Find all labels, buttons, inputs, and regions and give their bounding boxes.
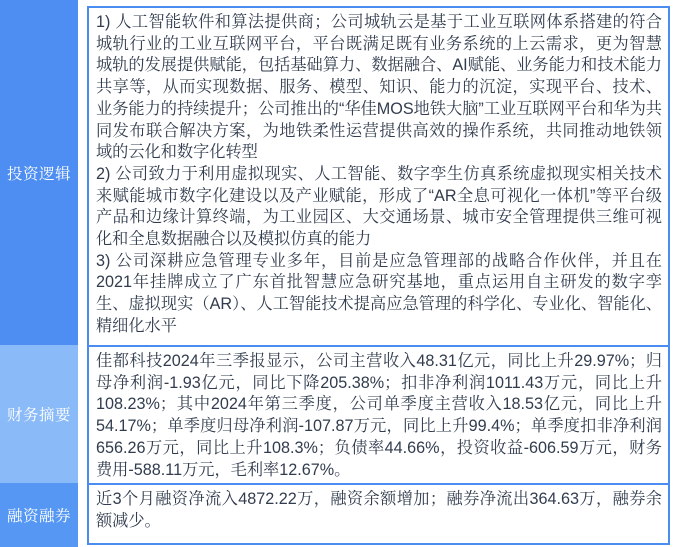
- sidebar-row-financial-summary: [0, 345, 78, 483]
- content-box: [87, 6, 670, 545]
- margin-trading-paragraph: 近3个月融资净流入4872.22万，融资余额增加；融券净流出364.63万，融券余额减少。: [96, 490, 662, 530]
- sidebar-row-margin-trading: [0, 483, 78, 547]
- investment-logic-paragraph-3: 3) 公司深耕应急管理专业多年，目前是应急管理部的战略合作伙伴，并且在2021年挂牌成立了广东首批智慧应急研究基地，重点运用自主研发的数字孪生、虚拟现实（AR）、人工智能技术提高应急管理的科学化、专业化、智能化、精细化水平: [96, 251, 662, 335]
- investment-logic-paragraph-1: 1) 人工智能软件和算法提供商；公司城轨云是基于工业互联网体系搭建的符合城轨行业的工业互联网平台，平台既满足既有业务系统的上云需求，更为智慧城轨的发展提供赋能，包括基础算力、数据融合、AI赋能、业务能力和技术能力共享等，从而实现数据、服务、模型、知识、能力的沉淀，实现平台、技术、业务能力的持续提升；公司推出的“华佳MOS地铁大脑”工业互联网平台和华为共同发布联合解决方案，为地铁柔性运营提供高效的操作系统，共同推动地铁领域的云化和数字化转型: [96, 13, 662, 162]
- margin-trading-label: 融资融券: [6, 508, 71, 525]
- investment-logic-label: 投资逻辑: [6, 165, 71, 183]
- investment-logic-paragraph-2: 2) 公司致力于利用虚拟现实、人工智能、数字孪生仿真系统虚拟现实相关技术来赋能城市数字化建设以及产业赋能，形成了“AR全息可视化一体机”等平台级产品和边缘计算终端，为工业园区、大交通场景、城市安全管理提供三维可视化和全息数据融合以及模拟仿真的能力: [96, 164, 662, 249]
- financial-summary-paragraph: 佳都科技2024年三季报显示，公司主营收入48.31亿元，同比上升29.97%；归母净利润-1.93亿元，同比下降205.38%；扣非净利润1011.43万元，同比上升108.23%；其中2024年第三季度，公司单季度主营收入18.53亿元，同比上升54.17%；单季度归母净利润-107.87万元，同比上升99.4%；单季度扣非净利润656.26万元，同比上升108.3%；负债率44.66%，投资收益-606.59万元，财务费用-588.11万元，毛利率12.67%。: [96, 352, 662, 479]
- row-label-column: [0, 0, 78, 547]
- financial-summary-label: 财务摘要: [6, 407, 71, 424]
- financial-summary-section: [89, 345, 668, 483]
- investment-logic-section: [89, 8, 668, 345]
- margin-trading-section: [89, 483, 668, 543]
- sidebar-row-investment-logic: [0, 0, 78, 345]
